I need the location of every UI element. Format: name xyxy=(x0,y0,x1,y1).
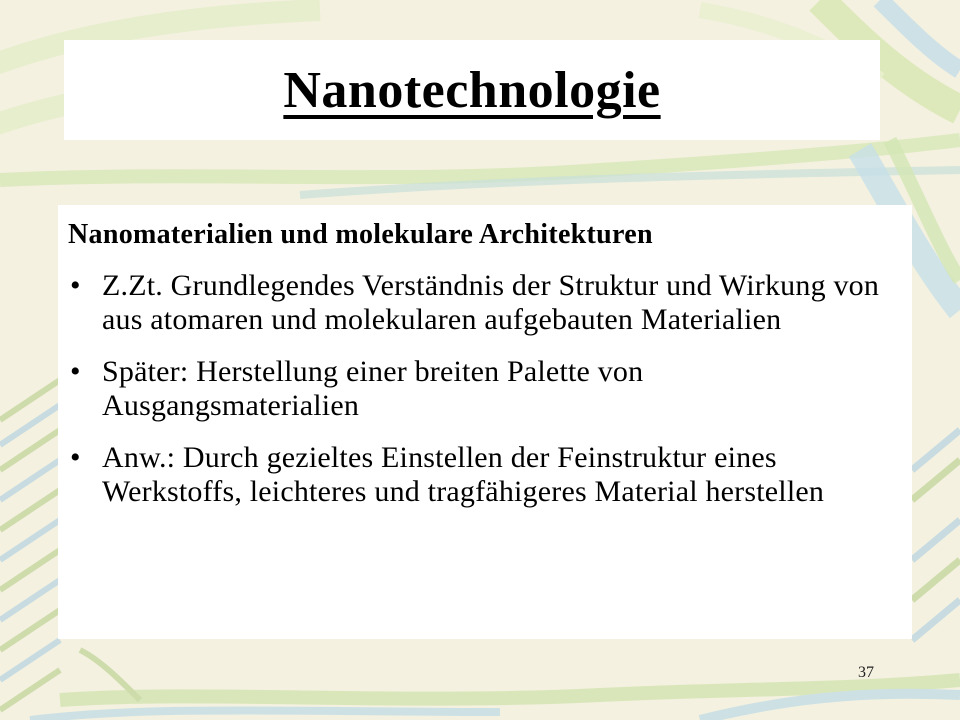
bullet-list xyxy=(58,269,888,527)
bullet-text: Anw.: Durch gezieltes Einstellen der Feinstruktur eines Werkstoffs, leichteres und tragfähigeres Material herstellen xyxy=(102,441,825,508)
bullet-icon: • xyxy=(70,441,81,474)
bullet-icon: • xyxy=(70,355,81,388)
bullet-icon: • xyxy=(70,269,81,302)
content-panel xyxy=(58,205,912,639)
slide-subtitle: Nanomaterialien und molekulare Architekturen xyxy=(68,219,653,250)
slide-title: Nanotechnologie xyxy=(283,61,661,119)
page-number: 37 xyxy=(858,664,874,681)
bullet-text: Z.Zt. Grundlegendes Verständnis der Struktur und Wirkung von aus atomaren und molekularen aufgebauten Materialien xyxy=(102,269,880,336)
bullet-item xyxy=(58,269,888,337)
bullet-text: Später: Herstellung einer breiten Palette von Ausgangsmaterialien xyxy=(102,355,644,422)
bullet-item xyxy=(58,441,888,509)
title-panel xyxy=(64,40,880,140)
bullet-item xyxy=(58,355,888,423)
